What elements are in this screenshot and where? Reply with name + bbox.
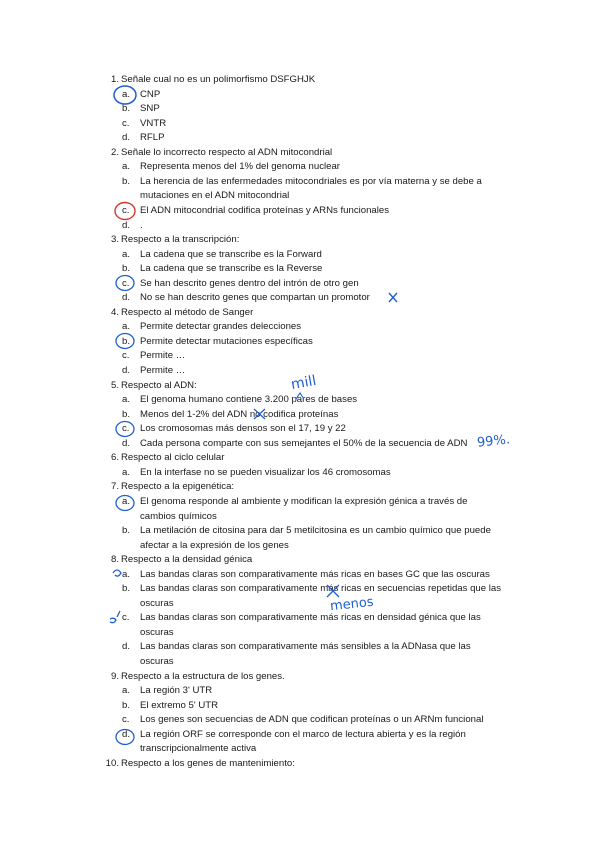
option-text: El extremo 5' UTR — [140, 699, 219, 711]
option-text: Las bandas claras son comparativamente más ricas en secuencias repetidas que las — [140, 583, 502, 595]
question-text: Respecto a la epigenética: — [121, 481, 235, 493]
option-text: La región 3' UTR — [140, 685, 213, 697]
option-text: cambios químicos — [140, 510, 217, 522]
option-letter: a. — [122, 685, 131, 697]
option-letter: d. — [122, 641, 131, 653]
option-letter: b. — [122, 583, 131, 595]
option-letter: d. — [122, 437, 131, 449]
option-text: Menos del 1-2% del ADN no codifica proteínas — [140, 408, 339, 420]
option-text: oscuras — [140, 597, 174, 609]
option-text: oscuras — [140, 656, 174, 667]
insert-caret-q5a — [296, 393, 304, 399]
option-letter: a. — [122, 248, 131, 260]
mark-q8a — [113, 570, 121, 576]
option-text: Las bandas claras son comparativamente más sensibles a la ADNasa que las — [140, 641, 471, 653]
option-text: La cadena que se transcribe es la Reverse — [140, 263, 323, 275]
option-letter: c. — [122, 350, 130, 362]
option-letter: b. — [122, 525, 131, 537]
option-text: Representa menos del 1% del genoma nuclear — [140, 161, 340, 173]
option-text: Permite detectar grandes delecciones — [140, 321, 302, 333]
option-letter: a. — [122, 394, 131, 406]
handwritten-percent: 99%. — [476, 432, 511, 451]
option-text: Las bandas claras son comparativamente más ricas en bases GC que las oscuras — [140, 568, 490, 580]
question-number: 3. — [110, 234, 119, 246]
option-letter: d. — [122, 292, 131, 304]
option-text: oscuras — [140, 626, 174, 638]
option-text: . — [140, 219, 143, 231]
option-letter: c. — [122, 423, 130, 435]
answer-circle-q1 — [114, 86, 136, 104]
question-text: Señale lo incorrecto respecto al ADN mitocondrial — [121, 146, 333, 158]
question-number: 2. — [110, 146, 119, 158]
option-letter: c. — [122, 612, 130, 624]
answer-circle-q2 — [115, 203, 135, 220]
option-text: VNTR — [140, 117, 167, 129]
option-letter: a. — [122, 495, 131, 507]
option-text: Los cromosomas más densos son el 17, 19 y 22 — [140, 423, 346, 435]
question-number: 8. — [110, 554, 119, 566]
option-text: Cada persona comparte con sus semejantes el 50% de la secuencia de ADN — [140, 437, 468, 449]
option-text: Permite … — [140, 350, 186, 362]
option-text: En la interfase no se pueden visualizar los 46 cromosomas — [140, 466, 391, 478]
mark-q8c — [110, 611, 120, 623]
option-text: Permite detectar mutaciones específicas — [140, 335, 313, 347]
option-text: Permite … — [140, 365, 186, 376]
question-number: 9. — [110, 670, 119, 682]
strike-mas-q8b — [327, 585, 339, 597]
option-text: RFLP — [140, 132, 165, 144]
answer-circle-q5 — [116, 422, 134, 437]
question-text: Respecto a la transcripción: — [121, 234, 240, 246]
option-letter: b. — [122, 335, 131, 347]
option-text: Los genes son secuencias de ADN que codifican proteínas o un ARNm funcional — [140, 714, 484, 726]
question-number: 4. — [110, 306, 119, 318]
option-text: La herencia de las enfermedades mitocondriales es por vía materna y se debe a — [140, 175, 482, 187]
option-letter: b. — [122, 175, 131, 187]
option-letter: d. — [122, 219, 131, 231]
question-number: 1. — [110, 74, 119, 85]
option-letter: b. — [122, 263, 131, 275]
option-letter: a. — [122, 161, 131, 173]
option-letter: d. — [122, 132, 131, 144]
option-text: CNP — [140, 88, 161, 100]
option-letter: b. — [122, 699, 131, 711]
option-text: mutaciones en el ADN mitocondrial — [140, 190, 290, 202]
answer-circle-q7 — [116, 496, 134, 511]
answer-circle-q4 — [116, 334, 134, 349]
question-text: Respecto a los genes de mantenimiento: — [121, 757, 295, 769]
option-letter: c. — [122, 204, 130, 216]
option-letter: c. — [122, 714, 130, 726]
option-text: SNP — [140, 103, 160, 115]
option-text: La metilación de citosina para dar 5 metilcitosina es un cambio químico que puede — [140, 525, 491, 537]
option-text: El ADN mitocondrial codifica proteínas y ARNs funcionales — [140, 204, 390, 216]
option-letter: a. — [122, 568, 131, 580]
question-number: 10. — [105, 757, 119, 769]
option-text: El genoma responde al ambiente y modifican la expresión génica a través de — [140, 495, 468, 507]
option-text: La región ORF se corresponde con el marco de lectura abierta y es la región — [140, 728, 466, 740]
handwritten-menos: menos — [329, 594, 375, 615]
option-letter: d. — [122, 365, 131, 376]
option-letter: c. — [122, 117, 130, 129]
answer-circle-q9 — [116, 730, 134, 745]
option-letter: a. — [122, 321, 131, 333]
question-text: Respecto al ADN: — [121, 379, 197, 391]
question-text: Respecto al método de Sanger — [121, 306, 254, 318]
option-text: Las bandas claras son comparativamente más ricas en densidad génica que las — [140, 612, 481, 624]
option-text: transcripcionalmente activa — [140, 743, 257, 755]
cross-mark-q3d — [389, 293, 397, 302]
option-letter: d. — [122, 728, 131, 740]
option-letter: b. — [122, 408, 131, 420]
question-number: 7. — [110, 481, 119, 493]
question-text: Respecto al ciclo celular — [121, 452, 225, 464]
option-text: La cadena que se transcribe es la Forward — [140, 248, 322, 260]
option-text: afectar a la expresión de los genes — [140, 539, 289, 551]
option-letter: a. — [122, 466, 131, 478]
option-text: No se han descrito genes que compartan un promotor — [140, 292, 370, 304]
answer-circle-q3 — [116, 276, 134, 291]
strike-no-q5b — [254, 409, 265, 419]
option-text: Se han descrito genes dentro del intrón de otro gen — [140, 277, 359, 289]
option-text: El genoma humano contiene 3.200 pares de bases — [140, 394, 358, 406]
handwritten-mill: mill — [289, 372, 318, 394]
option-letter: c. — [122, 277, 130, 289]
question-text: Señale cual no es un polimorfismo DSFGHJK — [121, 74, 316, 85]
question-number: 6. — [110, 452, 119, 464]
question-text: Respecto a la estructura de los genes. — [121, 670, 285, 682]
question-text: Respecto a la densidad génica — [121, 554, 253, 566]
option-letter: a. — [122, 88, 131, 100]
option-letter: b. — [122, 103, 131, 115]
question-number: 5. — [110, 379, 119, 391]
